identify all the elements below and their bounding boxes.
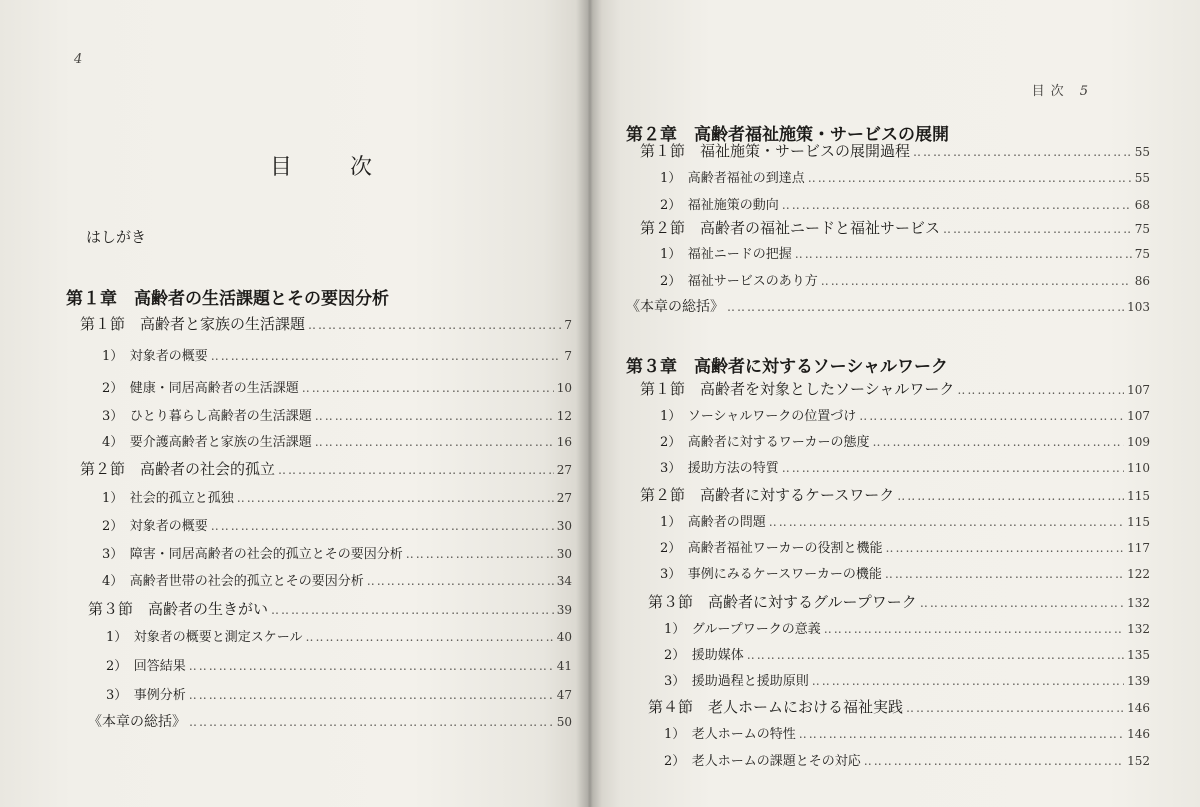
leader-dots bbox=[306, 630, 554, 644]
item-label: 2） 高齢者に対するワーカーの態度 bbox=[660, 435, 870, 450]
item-label: 3） 障害・同居高齢者の社会的孤立とその要因分析 bbox=[102, 547, 403, 562]
item-label: 1） 高齢者の問題 bbox=[660, 515, 766, 530]
page-number: 146 bbox=[1127, 727, 1150, 741]
toc-section bbox=[648, 591, 1150, 612]
left-page-number: 4 bbox=[74, 52, 83, 67]
page-number: 110 bbox=[1127, 461, 1150, 475]
item-label: 1） 対象者の概要と測定スケール bbox=[106, 630, 303, 645]
toc-section bbox=[648, 696, 1150, 717]
item-label: 2） 福祉施策の動向 bbox=[660, 198, 779, 213]
page-number: 86 bbox=[1134, 274, 1150, 288]
page-number: 27 bbox=[556, 463, 572, 477]
toc-section bbox=[640, 140, 1150, 161]
leader-dots bbox=[211, 519, 554, 533]
leader-dots bbox=[406, 547, 554, 561]
toc-item bbox=[664, 670, 1150, 689]
page-number: 107 bbox=[1127, 383, 1150, 397]
toc-item bbox=[660, 431, 1150, 450]
leader-dots bbox=[315, 435, 554, 449]
leader-dots bbox=[957, 383, 1124, 397]
chapter-1-title: 第１章 高齢者の生活課題とその要因分析 bbox=[66, 289, 389, 309]
page-number: 107 bbox=[1127, 409, 1150, 423]
leader-dots bbox=[795, 247, 1132, 261]
item-label: 4） 要介護高齢者と家族の生活課題 bbox=[102, 435, 312, 450]
leader-dots bbox=[913, 145, 1132, 159]
item-label: 2） 援助媒体 bbox=[664, 648, 744, 663]
leader-dots bbox=[189, 715, 554, 729]
page-number: 135 bbox=[1127, 648, 1150, 662]
leader-dots bbox=[821, 274, 1132, 288]
summary-label: 《本章の総括》 bbox=[626, 299, 724, 315]
toc-item bbox=[102, 543, 572, 562]
leader-dots bbox=[920, 596, 1124, 610]
item-label: 2） 高齢者福祉ワーカーの役割と機能 bbox=[660, 541, 883, 556]
page-number: 41 bbox=[556, 659, 572, 673]
toc-section bbox=[640, 217, 1150, 238]
item-label: 1） 高齢者福祉の到達点 bbox=[660, 171, 805, 186]
item-label: 2） 対象者の概要 bbox=[102, 519, 208, 534]
toc-item bbox=[660, 457, 1150, 476]
toc-item bbox=[102, 377, 572, 396]
item-label: 3） 事例分析 bbox=[106, 688, 186, 703]
leader-dots bbox=[885, 567, 1124, 581]
chapter-2-title: 第２章 高齢者福祉施策・サービスの展開 bbox=[626, 125, 949, 145]
leader-dots bbox=[864, 754, 1124, 768]
toc-item bbox=[106, 655, 572, 674]
toc-title: 目次 bbox=[270, 155, 431, 180]
item-label: 1） グループワークの意義 bbox=[664, 622, 821, 637]
page-number: 68 bbox=[1134, 198, 1150, 212]
leader-dots bbox=[897, 489, 1124, 503]
toc-item bbox=[102, 431, 572, 450]
section-label: 第１節 高齢者と家族の生活課題 bbox=[80, 315, 306, 333]
toc-item bbox=[102, 487, 572, 506]
toc-item bbox=[102, 345, 572, 364]
toc-section bbox=[640, 378, 1150, 399]
toc-item bbox=[660, 243, 1150, 262]
book-gutter-shadow bbox=[576, 0, 602, 807]
page-number: 103 bbox=[1127, 300, 1150, 314]
toc-item bbox=[106, 626, 572, 645]
toc-item bbox=[664, 644, 1150, 663]
page-number: 75 bbox=[1134, 247, 1150, 261]
right-page bbox=[590, 0, 1200, 807]
item-label: 1） 対象者の概要 bbox=[102, 349, 208, 364]
item-label: 1） 老人ホームの特性 bbox=[664, 727, 796, 742]
page-number: 47 bbox=[556, 688, 572, 702]
page-number: 40 bbox=[556, 630, 572, 644]
page-number: 39 bbox=[556, 603, 572, 617]
toc-item bbox=[664, 723, 1150, 742]
toc-item bbox=[660, 511, 1150, 530]
toc-item bbox=[660, 194, 1150, 213]
leader-dots bbox=[943, 222, 1132, 236]
leader-dots bbox=[189, 688, 554, 702]
leader-dots bbox=[782, 198, 1132, 212]
page-number: 55 bbox=[1134, 145, 1150, 159]
item-label: 1） 社会的孤立と孤独 bbox=[102, 491, 234, 506]
right-page-number: 5 bbox=[1079, 84, 1088, 99]
item-label: 3） ひとり暮らし高齢者の生活課題 bbox=[102, 409, 312, 424]
page-number: 30 bbox=[556, 547, 572, 561]
leader-dots bbox=[189, 659, 554, 673]
section-label: 第３節 高齢者の生きがい bbox=[88, 600, 269, 618]
item-label: 2） 福祉サービスのあり方 bbox=[660, 274, 818, 289]
section-label: 第２節 高齢者の社会的孤立 bbox=[80, 460, 276, 478]
page-number: 10 bbox=[556, 381, 572, 395]
leader-dots bbox=[812, 674, 1124, 688]
page-number: 122 bbox=[1127, 567, 1150, 581]
leader-dots bbox=[799, 727, 1124, 741]
page-number: 117 bbox=[1127, 541, 1150, 555]
item-label: 3） 援助方法の特質 bbox=[660, 461, 779, 476]
item-label: 1） ソーシャルワークの位置づけ bbox=[660, 409, 857, 424]
page-number: 109 bbox=[1127, 435, 1150, 449]
leader-dots bbox=[271, 603, 554, 617]
toc-item bbox=[660, 167, 1150, 186]
leader-dots bbox=[906, 701, 1124, 715]
leader-dots bbox=[278, 463, 554, 477]
toc-item bbox=[660, 405, 1150, 424]
toc-item bbox=[664, 618, 1150, 637]
toc-section bbox=[80, 313, 572, 334]
leader-dots bbox=[859, 409, 1124, 423]
item-label: 2） 老人ホームの課題とその対応 bbox=[664, 754, 861, 769]
right-running-head bbox=[1032, 80, 1088, 99]
chapter-3-title: 第３章 高齢者に対するソーシャルワーク bbox=[626, 357, 948, 377]
toc-item bbox=[102, 405, 572, 424]
toc-summary bbox=[88, 711, 572, 731]
item-label: 4） 高齢者世帯の社会的孤立とその要因分析 bbox=[102, 574, 364, 589]
toc-item bbox=[660, 537, 1150, 556]
left-page bbox=[0, 0, 590, 807]
section-label: 第１節 高齢者を対象としたソーシャルワーク bbox=[640, 380, 955, 398]
toc-item bbox=[664, 750, 1150, 769]
page-number: 7 bbox=[564, 318, 572, 332]
leader-dots bbox=[873, 435, 1125, 449]
leader-dots bbox=[782, 461, 1124, 475]
page-number: 152 bbox=[1127, 754, 1150, 768]
page-number: 27 bbox=[556, 491, 572, 505]
toc-item bbox=[660, 270, 1150, 289]
leader-dots bbox=[315, 409, 554, 423]
item-label: 2） 回答結果 bbox=[106, 659, 186, 674]
leader-dots bbox=[302, 381, 554, 395]
section-label: 第３節 高齢者に対するグループワーク bbox=[648, 593, 917, 611]
page-number: 16 bbox=[556, 435, 572, 449]
leader-dots bbox=[808, 171, 1132, 185]
toc-section bbox=[88, 598, 572, 619]
page-number: 7 bbox=[564, 349, 572, 363]
page-number: 132 bbox=[1127, 622, 1150, 636]
page-number: 34 bbox=[556, 574, 572, 588]
section-label: 第４節 老人ホームにおける福祉実践 bbox=[648, 698, 904, 716]
page-number: 30 bbox=[556, 519, 572, 533]
item-label: 2） 健康・同居高齢者の生活課題 bbox=[102, 381, 299, 396]
leader-dots bbox=[237, 491, 554, 505]
page-number: 55 bbox=[1134, 171, 1150, 185]
running-head-text: 目次 bbox=[1031, 84, 1070, 99]
section-label: 第１節 福祉施策・サービスの展開過程 bbox=[640, 142, 911, 160]
page-number: 12 bbox=[556, 409, 572, 423]
leader-dots bbox=[886, 541, 1125, 555]
leader-dots bbox=[308, 318, 561, 332]
toc-item bbox=[660, 563, 1150, 582]
toc-summary bbox=[626, 296, 1150, 316]
item-label: 3） 援助過程と援助原則 bbox=[664, 674, 809, 689]
item-label: 3） 事例にみるケースワーカーの機能 bbox=[660, 567, 882, 582]
page-number: 75 bbox=[1134, 222, 1150, 236]
toc-section bbox=[80, 458, 572, 479]
preface-entry: はしがき bbox=[86, 228, 147, 246]
item-label: 1） 福祉ニードの把握 bbox=[660, 247, 792, 262]
leader-dots bbox=[727, 300, 1124, 314]
page-number: 50 bbox=[556, 715, 572, 729]
toc-item bbox=[102, 515, 572, 534]
leader-dots bbox=[211, 349, 562, 363]
toc-item bbox=[102, 570, 572, 589]
leader-dots bbox=[747, 648, 1124, 662]
section-label: 第２節 高齢者に対するケースワーク bbox=[640, 486, 895, 504]
section-label: 第２節 高齢者の福祉ニードと福祉サービス bbox=[640, 219, 941, 237]
page-number: 139 bbox=[1127, 674, 1150, 688]
page-number: 146 bbox=[1127, 701, 1150, 715]
toc-section bbox=[640, 484, 1150, 505]
leader-dots bbox=[367, 574, 554, 588]
summary-label: 《本章の総括》 bbox=[88, 714, 186, 730]
leader-dots bbox=[824, 622, 1124, 636]
page-number: 132 bbox=[1127, 596, 1150, 610]
page-number: 115 bbox=[1127, 489, 1150, 503]
page-number: 115 bbox=[1127, 515, 1150, 529]
toc-item bbox=[106, 684, 572, 703]
leader-dots bbox=[769, 515, 1124, 529]
